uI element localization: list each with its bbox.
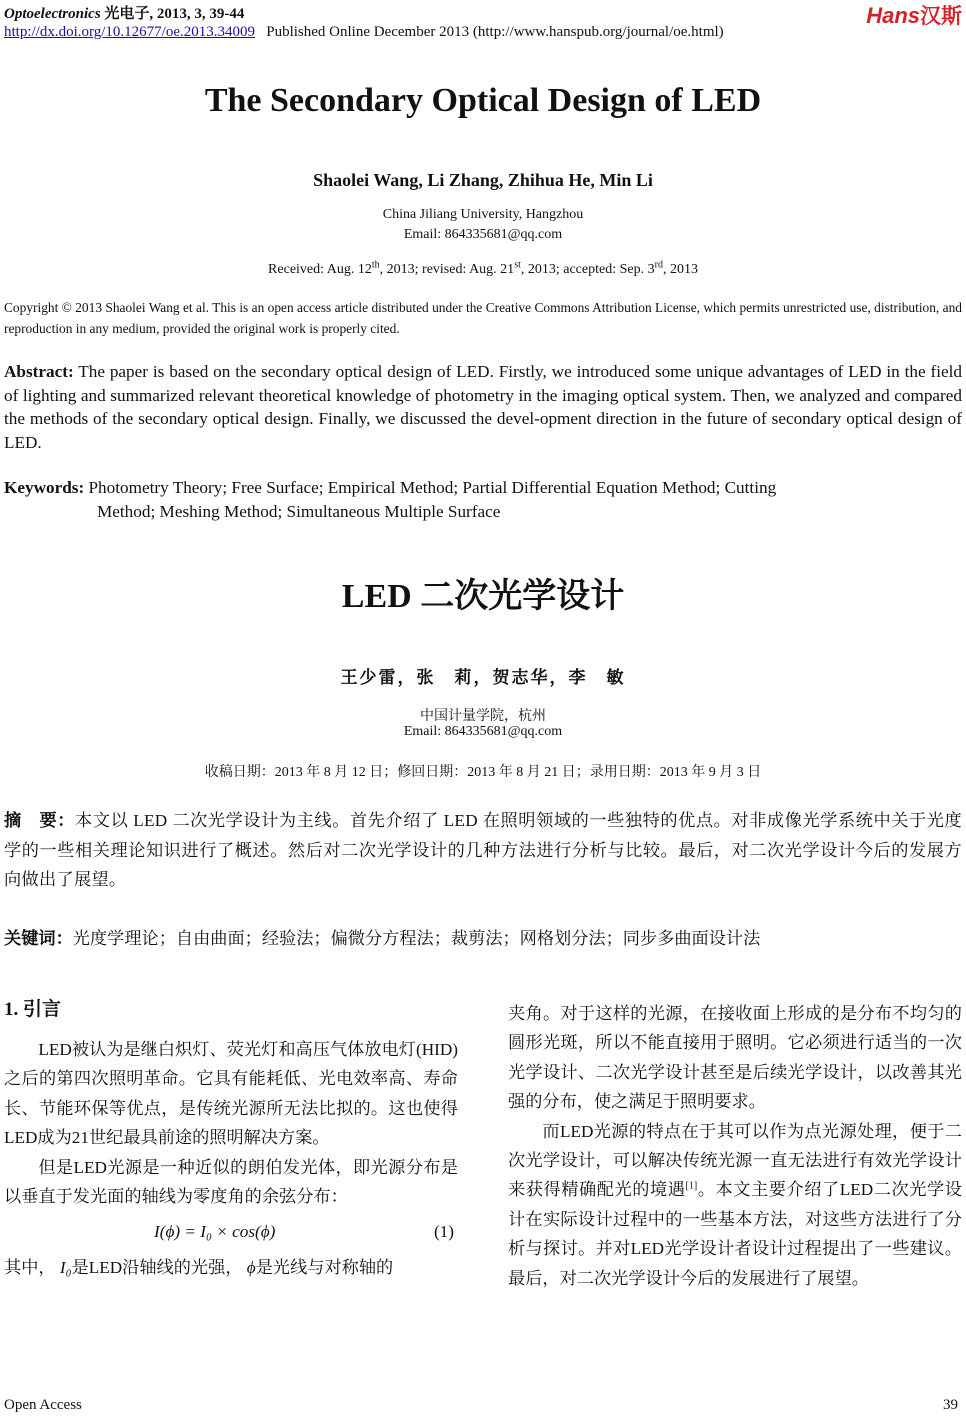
keywords-line2-en: Method; Meshing Method; Simultaneous Multiple Surface (97, 501, 501, 521)
received-part: Received: Aug. 12 (268, 262, 372, 277)
volume-info: , 2013, 3, 39-44 (149, 6, 245, 22)
revised-part: , 2013; revised: Aug. 21 (379, 262, 515, 277)
page-number: 39 (943, 1397, 958, 1413)
intro-paragraph-5 (508, 1117, 962, 1293)
equation-formula: I(ϕ) = I₀ × cos(ϕ) (154, 1222, 276, 1242)
intro-paragraph-2: 但是LED光源是一种近似的朗伯发光体，即光源分布是以垂直于发光面的轴线为零度角的余弦分布： (4, 1157, 458, 1207)
accepted-part: , 2013; accepted: Sep. 3 (520, 262, 655, 277)
email-cn: Email: 864335681@qq.com (403, 724, 563, 739)
p3-text-b: 是LED沿轴线的光强， (71, 1258, 243, 1278)
received-sup: th (371, 259, 380, 271)
published-online: Published Online December 2013 (http://www.hanspub.org/journal/oe.html) (266, 24, 724, 40)
received-dates-en (0, 259, 966, 278)
p5-text-a: 而LED光源的特点在于其可以作为点光源处理，便于二次光学设计，可以解决传统光源一直无法进行有效光学设计来获得精确配光的境遇 (508, 1121, 962, 1200)
section-heading: 1. 引言 (4, 999, 62, 1020)
body-right-column (508, 999, 962, 1293)
logo-text: Hans (866, 3, 920, 28)
email-en: Email: 864335681@qq.com (403, 227, 563, 242)
keywords-line1-en: Photometry Theory; Free Surface; Empirical Method; Partial Differential Equation Method; Cutting (88, 478, 777, 497)
intro-paragraph-3 (4, 1253, 458, 1282)
keywords-label-cn: 关键词： (4, 929, 73, 948)
paper-title-en: The Secondary Optical Design of LED (204, 82, 762, 119)
abstract-label-en: Abstract: (4, 362, 74, 381)
equation-1 (4, 1211, 458, 1253)
keywords-en (4, 476, 962, 523)
symbol-phi: ϕ (246, 1258, 256, 1278)
body-left-column (4, 995, 458, 1283)
journal-name-cn: 光电子 (104, 6, 150, 22)
abstract-text-cn: 本文以 LED 二次光学设计为主线。首先介绍了 LED 在照明领域的一些独特的优点。对非成像光学系统中关于光度学的一些相关理论知识进行了概述。然后对二次光学设计的几种方法进行分析与比较。最后，对二次光学设计今后的发展方向做出了展望。 (4, 811, 963, 889)
received-dates-cn: 收稿日期：2013 年 8 月 12 日；修回日期：2013 年 8 月 21 日；录用日期：2013 年 9 月 3 日 (204, 765, 762, 780)
symbol-i0: I₀ (59, 1258, 72, 1278)
affiliation-cn: 中国计量学院，杭州 (420, 709, 546, 724)
equation-number: (1) (433, 1222, 454, 1242)
authors-cn: 王少雷，张 莉，贺志华，李 敏 (340, 668, 626, 687)
footer-open-access: Open Access (4, 1397, 82, 1413)
year-part: , 2013 (662, 262, 698, 277)
abstract-en (4, 360, 962, 454)
revised-sup: st (514, 259, 521, 271)
abstract-text-en: The paper is based on the secondary optical design of LED. Firstly, we introduced some unique advantages of LED in the field of lighting and summarized relevant theoretical knowledge of photometry in the imaging optical system. Then, we analyzed and compared the methods of the secondary optical design. Finally, we discussed the devel-opment direction in the future of secondary optical design of LED. (4, 362, 962, 452)
publisher-logo (866, 0, 962, 30)
p5-text-b: 。本文主要介绍了LED二次光学设计在实际设计过程中的一些基本方法，对这些方法进行了分析与探讨。并对LED光学设计者设计过程提出了一些建议。最后，对二次光学设计今后的发展进行了展望。 (508, 1180, 962, 1288)
abstract-label-cn: 摘 要： (4, 811, 76, 830)
accepted-sup: rd (654, 259, 663, 271)
journal-header (4, 2, 244, 23)
keywords-label-en: Keywords: (4, 478, 85, 497)
copyright-notice: Copyright © 2013 Shaolei Wang et al. This is an open access article distributed under the Creative Commons Attribution License, which permits unrestricted use, distribution, and reproduction in any medium, provided the original work is properly cited. (4, 300, 962, 336)
logo-text-cn: 汉斯 (920, 5, 962, 28)
journal-name: Optoelectronics (4, 6, 101, 22)
keywords-text-cn: 光度学理论；自由曲面；经验法；偏微分方程法；裁剪法；网格划分法；同步多曲面设计法 (72, 929, 761, 948)
citation-ref[interactable]: [1] (685, 1180, 698, 1192)
p3-text-c: 是光线与对称轴的 (255, 1258, 394, 1278)
keywords-cn (4, 924, 962, 953)
intro-paragraph-1: LED被认为是继白炽灯、荧光灯和高压气体放电灯(HID)之后的第四次照明革命。它具有能耗低、光电效率高、寿命长、节能环保等优点，是传统光源所无法比拟的。这也使得LED成为21世纪最具前途的照明解决方案。 (4, 1040, 458, 1148)
doi-row (4, 24, 724, 41)
paper-title-cn: LED 二次光学设计 (341, 578, 625, 615)
abstract-cn (4, 806, 962, 895)
authors-en: Shaolei Wang, Li Zhang, Zhihua He, Min Li (313, 170, 653, 190)
affiliation-en: China Jiliang University, Hangzhou (382, 207, 584, 222)
doi-link[interactable]: http://dx.doi.org/10.12677/oe.2013.34009 (4, 24, 255, 40)
p3-text-a: 其中， (4, 1258, 56, 1278)
intro-paragraph-4: 夹角。对于这样的光源，在接收面上形成的是分布不均匀的圆形光斑，所以不能直接用于照明。它必须进行适当的一次光学设计、二次光学设计甚至是后续光学设计，以改善其光强的分布，使之满足于照明要求。 (508, 1004, 962, 1112)
